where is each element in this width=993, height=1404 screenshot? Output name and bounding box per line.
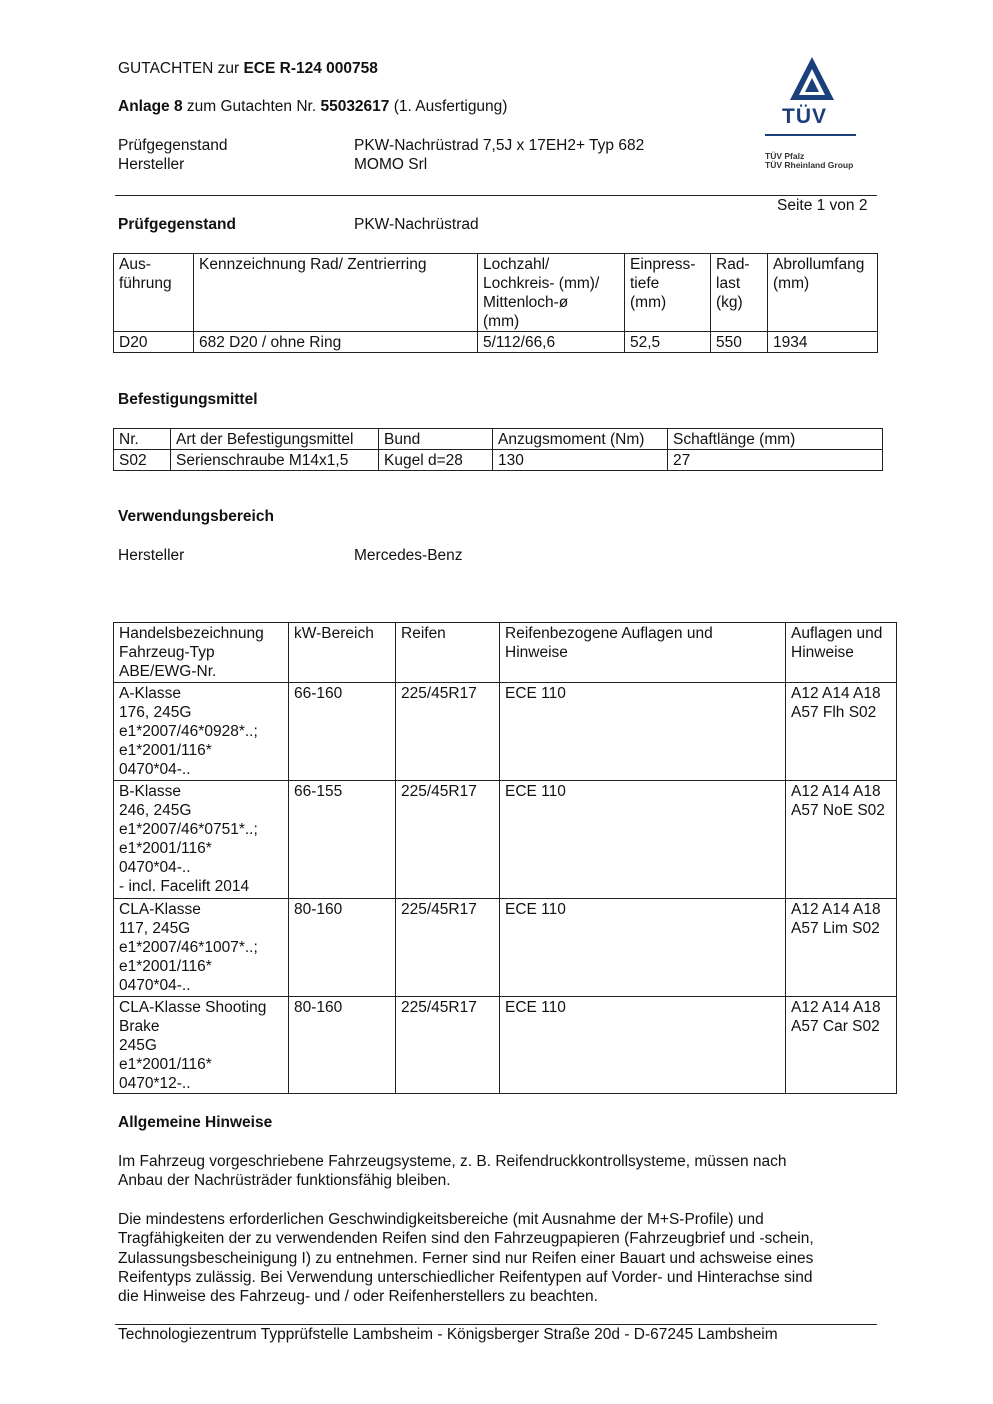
table-cell: 682 D20 / ohne Ring bbox=[194, 332, 478, 353]
tuv-logo bbox=[762, 55, 862, 175]
table-row bbox=[114, 450, 883, 471]
section-title-hinweise: Allgemeine Hinweise bbox=[118, 1114, 273, 1131]
table-cell: 80-160 bbox=[289, 997, 396, 1094]
table-header-cell: Rad- last (kg) bbox=[711, 254, 768, 332]
table-cell: 225/45R17 bbox=[396, 683, 500, 781]
tuv-logo-text: TÜV bbox=[782, 105, 827, 128]
table-cell: CLA-Klasse Shooting Brake 245G e1*2001/116* 0470*12-.. bbox=[114, 997, 289, 1094]
table-cell: A-Klasse 176, 245G e1*2007/46*0928*..; e1*2001/116* 0470*04-.. bbox=[114, 683, 289, 781]
vehicle-maker-label: Hersteller bbox=[118, 547, 185, 564]
annex-line: Anlage 8 zum Gutachten Nr. 55032617 (1. Ausfertigung) bbox=[118, 98, 508, 115]
table-cell: CLA-Klasse 117, 245G e1*2007/46*1007*..; e1*2001/116* 0470*04-.. bbox=[114, 899, 289, 997]
table-cell: B-Klasse 246, 245G e1*2007/46*0751*..; e1*2001/116* 0470*04-.. - incl. Facelift 2014 bbox=[114, 781, 289, 899]
hinweise-paragraph-1: Im Fahrzeug vorgeschriebene Fahrzeugsysteme, z. B. Reifendruckkontrollsysteme, müssen nach Anbau der Nachrüsträder funktionsfähig bleiben. bbox=[118, 1153, 787, 1190]
table-header-cell: Bund bbox=[379, 429, 493, 450]
hinweise-paragraph-2: Die mindestens erforderlichen Geschwindigkeitsbereiche (mit Ausnahme der M+S-Profile) und Tragfähigkeiten der zu verwendenden Reifen sind den Fahrzeugpapieren (Fahrzeugbrief und -schein, Zulassungsbescheinigung I) zu entnehmen. Ferner sind nur Reifen einer Bauart und achsweise eines Reifentyps zulässig. Bei Verwendung unterschiedlicher Reifentypen auf Vorder- und Hinterachse sind die Hinweise des Fahrzeug- und / oder Reifenherstellers zu beachten. bbox=[118, 1211, 814, 1306]
table-header-cell: Einpress- tiefe (mm) bbox=[625, 254, 711, 332]
table-header-cell: Art der Befestigungsmittel bbox=[171, 429, 379, 450]
table-cell: 225/45R17 bbox=[396, 781, 500, 899]
table-cell: A12 A14 A18 A57 Car S02 bbox=[786, 997, 897, 1094]
footer-divider bbox=[115, 1324, 877, 1325]
table-header-cell: Abrollumfang (mm) bbox=[768, 254, 878, 332]
table-cell: 225/45R17 bbox=[396, 899, 500, 997]
wheel-table bbox=[113, 253, 878, 353]
table-header-cell: Handelsbezeichnung Fahrzeug-Typ ABE/EWG-Nr. bbox=[114, 623, 289, 683]
table-row bbox=[114, 997, 897, 1094]
table-cell: 225/45R17 bbox=[396, 997, 500, 1094]
table-cell: Serienschraube M14x1,5 bbox=[171, 450, 379, 471]
table-row bbox=[114, 781, 897, 899]
table-cell: 130 bbox=[493, 450, 668, 471]
pruefgegenstand-value: PKW-Nachrüstrad bbox=[354, 216, 479, 233]
table-cell: A12 A14 A18 A57 Lim S02 bbox=[786, 899, 897, 997]
tuv-logo-line1: TÜV Pfalz bbox=[765, 151, 805, 161]
section-title-verwendung: Verwendungsbereich bbox=[118, 508, 274, 525]
table-header-row bbox=[114, 623, 897, 683]
table-cell: 66-160 bbox=[289, 683, 396, 781]
table-header-cell: Reifenbezogene Auflagen und Hinweise bbox=[500, 623, 786, 683]
table-header-cell: Nr. bbox=[114, 429, 171, 450]
maker-value: MOMO Srl bbox=[354, 156, 428, 173]
subject-label: Prüfgegenstand bbox=[118, 137, 228, 154]
table-cell: ECE 110 bbox=[500, 683, 786, 781]
table-cell: ECE 110 bbox=[500, 899, 786, 997]
table-row bbox=[114, 332, 878, 353]
maker-label: Hersteller bbox=[118, 156, 185, 173]
header-divider bbox=[115, 195, 877, 196]
fastener-table bbox=[113, 428, 883, 471]
table-cell: 5/112/66,6 bbox=[478, 332, 625, 353]
table-cell: A12 A14 A18 A57 Flh S02 bbox=[786, 683, 897, 781]
table-cell: 66-155 bbox=[289, 781, 396, 899]
table-header-cell: Anzugsmoment (Nm) bbox=[493, 429, 668, 450]
table-header-cell: Aus- führung bbox=[114, 254, 194, 332]
table-cell: 1934 bbox=[768, 332, 878, 353]
table-cell: Kugel d=28 bbox=[379, 450, 493, 471]
vehicle-maker-value: Mercedes-Benz bbox=[354, 547, 463, 564]
table-header-cell: Kennzeichnung Rad/ Zentrierring bbox=[194, 254, 478, 332]
table-cell: ECE 110 bbox=[500, 997, 786, 1094]
table-cell: S02 bbox=[114, 450, 171, 471]
table-cell: D20 bbox=[114, 332, 194, 353]
table-cell: ECE 110 bbox=[500, 781, 786, 899]
table-cell: 550 bbox=[711, 332, 768, 353]
table-cell: 52,5 bbox=[625, 332, 711, 353]
table-header-row bbox=[114, 254, 878, 332]
document-title: GUTACHTEN zur ECE R-124 000758 bbox=[118, 60, 378, 77]
page-info: Seite 1 von 2 bbox=[777, 197, 868, 214]
table-header-cell: Reifen bbox=[396, 623, 500, 683]
table-row bbox=[114, 683, 897, 781]
tuv-logo-line2: TÜV Rheinland Group bbox=[765, 160, 854, 170]
table-header-row bbox=[114, 429, 883, 450]
table-row bbox=[114, 899, 897, 997]
vehicle-table bbox=[113, 622, 897, 1094]
table-cell: 27 bbox=[668, 450, 883, 471]
section-title-pruefgegenstand: Prüfgegenstand bbox=[118, 216, 236, 233]
table-header-cell: Schaftlänge (mm) bbox=[668, 429, 883, 450]
footer-text: Technologiezentrum Typprüfstelle Lambsheim - Königsberger Straße 20d - D-67245 Lambsheim bbox=[118, 1326, 778, 1343]
table-cell: A12 A14 A18 A57 NoE S02 bbox=[786, 781, 897, 899]
table-cell: 80-160 bbox=[289, 899, 396, 997]
table-header-cell: Auflagen und Hinweise bbox=[786, 623, 897, 683]
section-title-befestigung: Befestigungsmittel bbox=[118, 391, 258, 408]
subject-value: PKW-Nachrüstrad 7,5J x 17EH2+ Typ 682 bbox=[354, 137, 645, 154]
table-header-cell: Lochzahl/ Lochkreis- (mm)/ Mittenloch-ø (mm) bbox=[478, 254, 625, 332]
table-header-cell: kW-Bereich bbox=[289, 623, 396, 683]
